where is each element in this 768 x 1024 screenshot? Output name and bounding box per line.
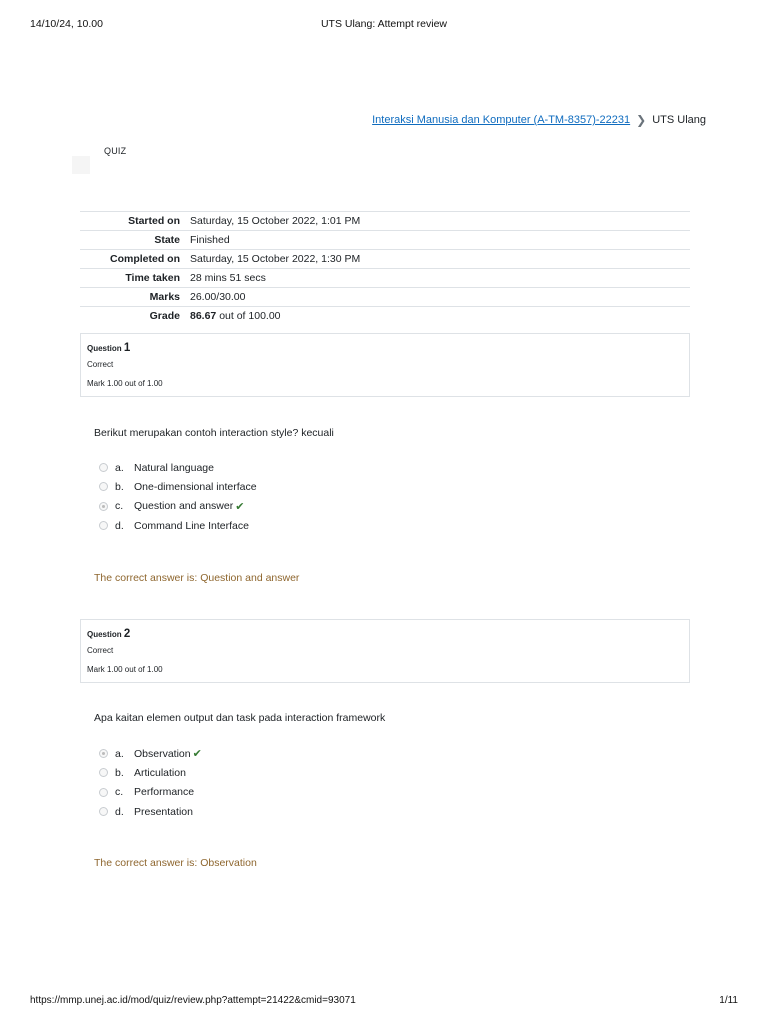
answer-option — [99, 516, 257, 535]
table-row — [80, 212, 690, 231]
answer-radio[interactable] — [99, 768, 108, 777]
chevron-right-icon: ❯ — [636, 113, 647, 127]
summary-value: Saturday, 15 October 2022, 1:30 PM — [190, 253, 361, 265]
answer-text: Observation — [134, 747, 191, 760]
table-row — [80, 250, 690, 269]
answer-list — [99, 744, 202, 821]
question-label: Question — [87, 344, 122, 353]
quiz-icon — [72, 156, 90, 174]
page-number: 1/11 — [719, 995, 738, 1006]
question-grade: Mark 1.00 out of 1.00 — [87, 379, 163, 388]
summary-label: Time taken — [125, 272, 180, 284]
question-info-1 — [80, 333, 690, 397]
question-grade: Mark 1.00 out of 1.00 — [87, 665, 163, 674]
answer-option — [99, 497, 257, 516]
grade-value: 86.67 — [190, 310, 217, 322]
summary-value: 26.00/30.00 — [190, 291, 246, 303]
answer-letter: d. — [115, 519, 124, 532]
summary-value — [190, 307, 690, 326]
breadcrumb-course-link[interactable]: Interaksi Manusia dan Komputer (A-TM-8357)-22231 — [372, 114, 631, 126]
question-text: Berikut merupakan contoh interaction style? kecuali — [94, 427, 334, 439]
summary-label: Completed on — [110, 253, 180, 265]
question-num: 2 — [123, 628, 131, 640]
answer-radio[interactable] — [99, 521, 108, 530]
breadcrumb-current: UTS Ulang — [652, 114, 706, 126]
answer-option — [99, 458, 257, 477]
answer-radio[interactable] — [99, 482, 108, 491]
answer-text: Performance — [134, 786, 195, 799]
answer-text: Presentation — [134, 805, 193, 818]
question-label: Question — [87, 630, 122, 639]
question-info-2 — [80, 619, 690, 683]
answer-list — [99, 458, 257, 535]
answer-text: Question and answer — [134, 500, 234, 513]
question-number — [87, 628, 130, 640]
print-date: 14/10/24, 10.00 — [30, 18, 103, 30]
summary-value: Saturday, 15 October 2022, 1:01 PM — [190, 215, 361, 227]
answer-letter: b. — [115, 480, 124, 493]
summary-label: Started on — [128, 215, 180, 227]
answer-letter: c. — [115, 500, 124, 513]
answer-option — [99, 763, 202, 782]
question-state: Correct — [87, 360, 114, 369]
print-url: https://mmp.unej.ac.id/mod/quiz/review.php?attempt=21422&cmid=93071 — [30, 995, 356, 1006]
answer-letter: b. — [115, 766, 124, 779]
answer-letter: d. — [115, 805, 124, 818]
answer-text: Articulation — [134, 766, 186, 779]
right-answer: The correct answer is: Question and answer — [94, 572, 300, 584]
answer-option — [99, 744, 202, 763]
summary-label: State — [154, 234, 180, 246]
grade-suffix: out of 100.00 — [216, 310, 281, 322]
answer-radio[interactable] — [99, 807, 108, 816]
answer-text: Natural language — [134, 461, 214, 474]
summary-label: Grade — [149, 310, 180, 322]
table-row — [80, 269, 690, 288]
attempt-summary-table — [80, 211, 690, 325]
answer-radio[interactable] — [99, 749, 108, 758]
answer-option — [99, 783, 202, 802]
table-row — [80, 231, 690, 250]
check-icon: ✔ — [192, 748, 202, 761]
check-icon: ✔ — [235, 500, 245, 513]
summary-value: 28 mins 51 secs — [190, 272, 266, 284]
table-row — [80, 288, 690, 307]
right-answer: The correct answer is: Observation — [94, 857, 257, 869]
question-text: Apa kaitan elemen output dan task pada interaction framework — [94, 712, 386, 724]
quiz-label: QUIZ — [104, 146, 127, 156]
quiz-header — [72, 146, 126, 174]
answer-letter: c. — [115, 786, 124, 799]
print-title: UTS Ulang: Attempt review — [320, 18, 448, 30]
answer-option — [99, 802, 202, 821]
answer-text: Command Line Interface — [134, 519, 249, 532]
breadcrumb — [372, 113, 706, 127]
answer-letter: a. — [115, 461, 124, 474]
answer-letter: a. — [115, 747, 124, 760]
answer-radio[interactable] — [99, 463, 108, 472]
answer-radio[interactable] — [99, 502, 108, 511]
answer-radio[interactable] — [99, 788, 108, 797]
summary-label: Marks — [149, 291, 180, 303]
question-number — [87, 342, 130, 354]
question-num: 1 — [123, 342, 131, 354]
summary-value: Finished — [190, 234, 230, 246]
answer-text: One-dimensional interface — [134, 480, 257, 493]
table-row — [80, 307, 690, 326]
question-state: Correct — [87, 646, 114, 655]
answer-option — [99, 477, 257, 496]
